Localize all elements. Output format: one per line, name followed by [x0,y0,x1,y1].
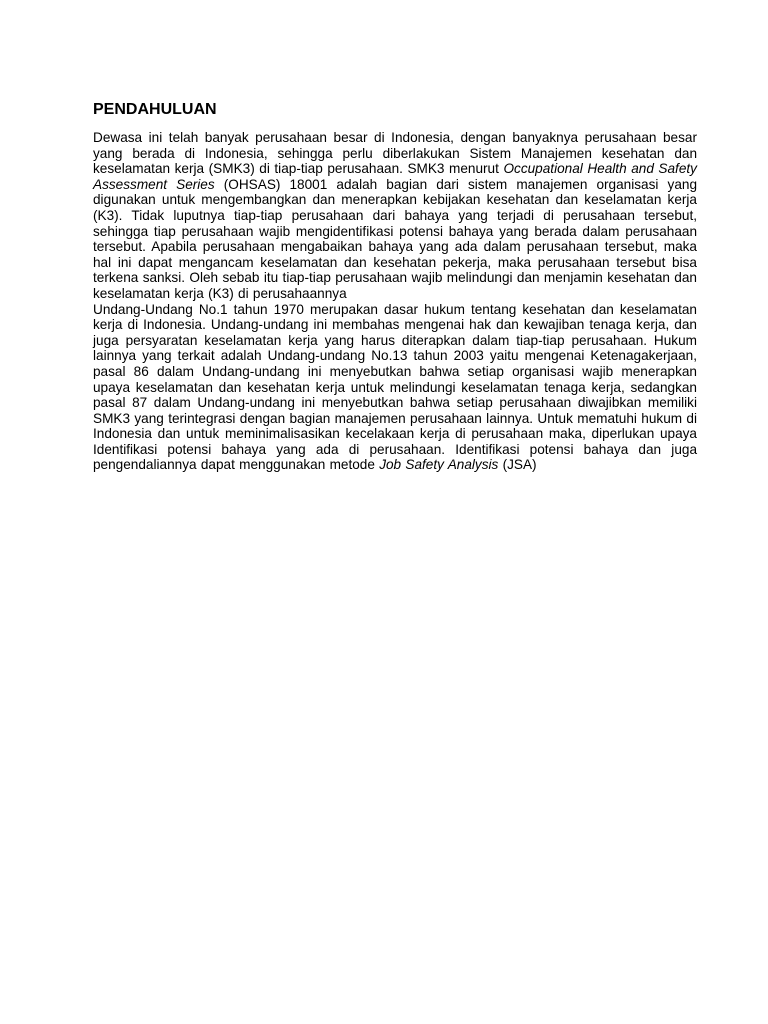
paragraph-intro-text-1: Dewasa ini telah banyak perusahaan besar di Indonesia, dengan banyaknya perusahaan besar yang berada di Indonesia, sehingga perlu diberlakukan Sistem Manajemen kesehatan dan keselamatan kerja (SMK3) di tiap-tiap perusahaan. SMK3 menurut [93,130,697,177]
paragraph-intro [93,130,697,302]
paragraph-intro-text-2: (OHSAS) 18001 adalah bagian dari sistem manajemen organisasi yang digunakan untuk mengembangkan dan menerapkan kebijakan kesehatan dan keselamatan kerja (K3). Tidak luputnya tiap-tiap perusahaan dari bahaya yang terjadi di perusahaan tersebut, sehingga tiap perusahaan wajib mengidentifikasi potensi bahaya yang berada dalam perusahaan tersebut. Apabila perusahaan mengabaikan bahaya yang ada dalam perusahaan tersebut, maka hal ini dapat mengancam keselamatan dan kesehatan pekerja, maka perusahaan tersebut bisa terkena sanksi. Oleh sebab itu tiap-tiap perusahaan wajib melindungi dan menjamin kesehatan dan keselamatan kerja (K3) di perusahaannya [93,176,698,301]
document-content [93,100,697,473]
section-heading: PENDAHULUAN [93,101,217,118]
paragraph-legal-text-1: Undang-Undang No.1 tahun 1970 merupakan dasar hukum tentang kesehatan dan keselamatan kerja di Indonesia. Undang-undang ini membahas mengenai hak dan kewajiban tenaga kerja, dan juga persyaratan keselamatan kerja yang harus diterapkan dalam tiap-tiap perusahaan. Hukum lainnya yang terkait adalah Undang-undang No.13 tahun 2003 yaitu mengenai Ketenagakerjaan, pasal 86 dalam Undang-undang ini menyebutkan bahwa setiap organisasi wajib menerapkan upaya keselamatan dan kesehatan kerja untuk melindungi keselamatan tenaga kerja, sedangkan pasal 87 dalam Undang-undang ini menyebutkan bahwa setiap perusahaan diwajibkan memiliki SMK3 yang terintegrasi dengan bagian manajemen perusahaan lainnya. Untuk mematuhi hukum di Indonesia dan untuk meminimalisasikan kecelakaan kerja di perusahaan maka, diperlukan upaya Identifikasi potensi bahaya yang ada di perusahaan. Identifikasi potensi bahaya dan juga pengendaliannya dapat menggunakan metode [93,301,697,473]
paragraph-intro-italic-term: Occupational Health and Safety Assessment Series [93,161,697,192]
paragraph-legal-text-2: (JSA) [498,457,537,473]
paragraph-legal-italic-term: Job Safety Analysis [379,457,499,473]
paragraph-legal [93,302,697,474]
